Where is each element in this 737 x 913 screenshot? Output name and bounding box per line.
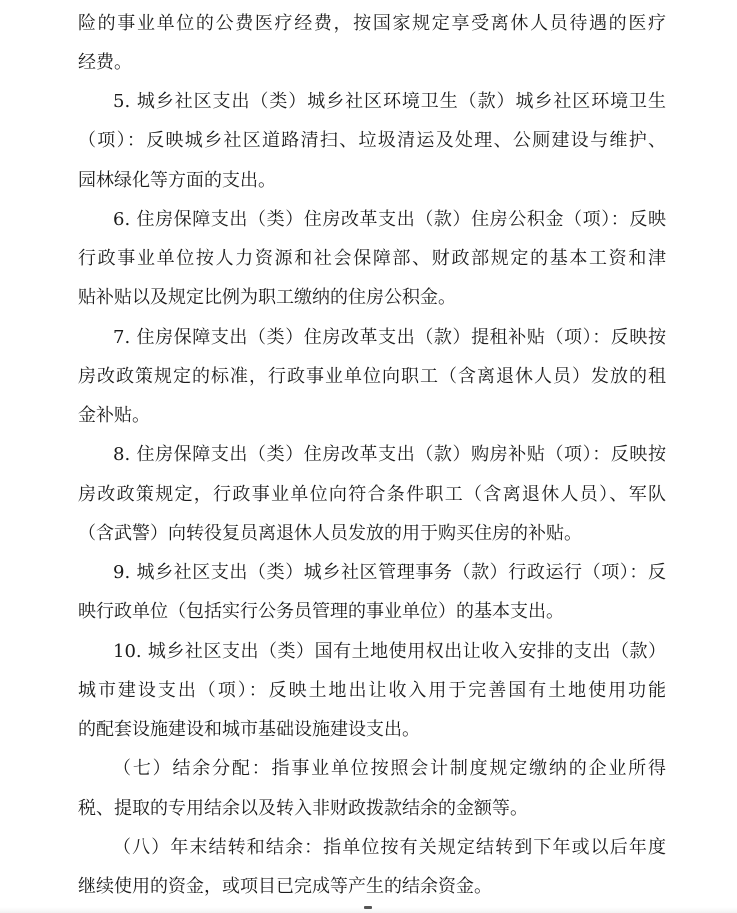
text-line: （八）年末结转和结余：指单位按有关规定结转到下年或以后年度: [113, 837, 666, 858]
text-line: 5. 城乡社区支出（类）城乡社区环境卫生（款）城乡社区环境卫生: [113, 91, 666, 112]
text-line: 房改政策规定的标准，行政事业单位向职工（含离退休人员）发放的租: [78, 366, 666, 387]
text-line: 险的事业单位的公费医疗经费，按国家规定享受离休人员待遇的医疗: [78, 13, 666, 34]
text-line: （项）：反映城乡社区道路清扫、垃圾清运及处理、公厕建设与维护、: [78, 130, 666, 151]
text-line: 贴补贴以及规定比例为职工缴纳的住房公积金。: [78, 287, 456, 308]
text-line: 金补贴。: [78, 405, 150, 426]
text-line: 继续使用的资金，或项目已完成等产生的结余资金。: [78, 876, 492, 897]
text-line: 映行政单位（包括实行公务员管理的事业单位）的基本支出。: [78, 601, 564, 622]
text-line: （含武警）向转役复员离退休人员发放的用于购买住房的补贴。: [78, 523, 582, 544]
text-line: 城市建设支出（项）：反映土地出让收入用于完善国有土地使用功能: [78, 680, 666, 701]
text-line: 8. 住房保障支出（类）住房改革支出（款）购房补贴（项）：反映按: [113, 444, 666, 465]
text-line: 7. 住房保障支出（类）住房改革支出（款）提租补贴（项）：反映按: [113, 327, 666, 348]
text-line: （七）结余分配：指事业单位按照会计制度规定缴纳的企业所得: [113, 758, 666, 779]
page-number-mark: [364, 906, 372, 909]
text-line: 9. 城乡社区支出（类）城乡社区管理事务（款）行政运行（项）：反: [113, 562, 666, 583]
text-line: 税、提取的专用结余以及转入非财政拨款结余的金额等。: [78, 798, 528, 819]
text-line: 10. 城乡社区支出（类）国有土地使用权出让收入安排的支出（款）: [113, 641, 666, 662]
text-line: 园林绿化等方面的支出。: [78, 170, 276, 191]
text-line: 房改政策规定，行政事业单位向符合条件职工（含离退休人员）、军队: [78, 484, 666, 505]
text-line: 经费。: [78, 52, 132, 73]
text-line: 6. 住房保障支出（类）住房改革支出（款）住房公积金（项）：反映: [113, 209, 666, 230]
text-line: 的配套设施建设和城市基础设施建设支出。: [78, 719, 420, 740]
text-line: 行政事业单位按人力资源和社会保障部、财政部规定的基本工资和津: [78, 248, 666, 269]
